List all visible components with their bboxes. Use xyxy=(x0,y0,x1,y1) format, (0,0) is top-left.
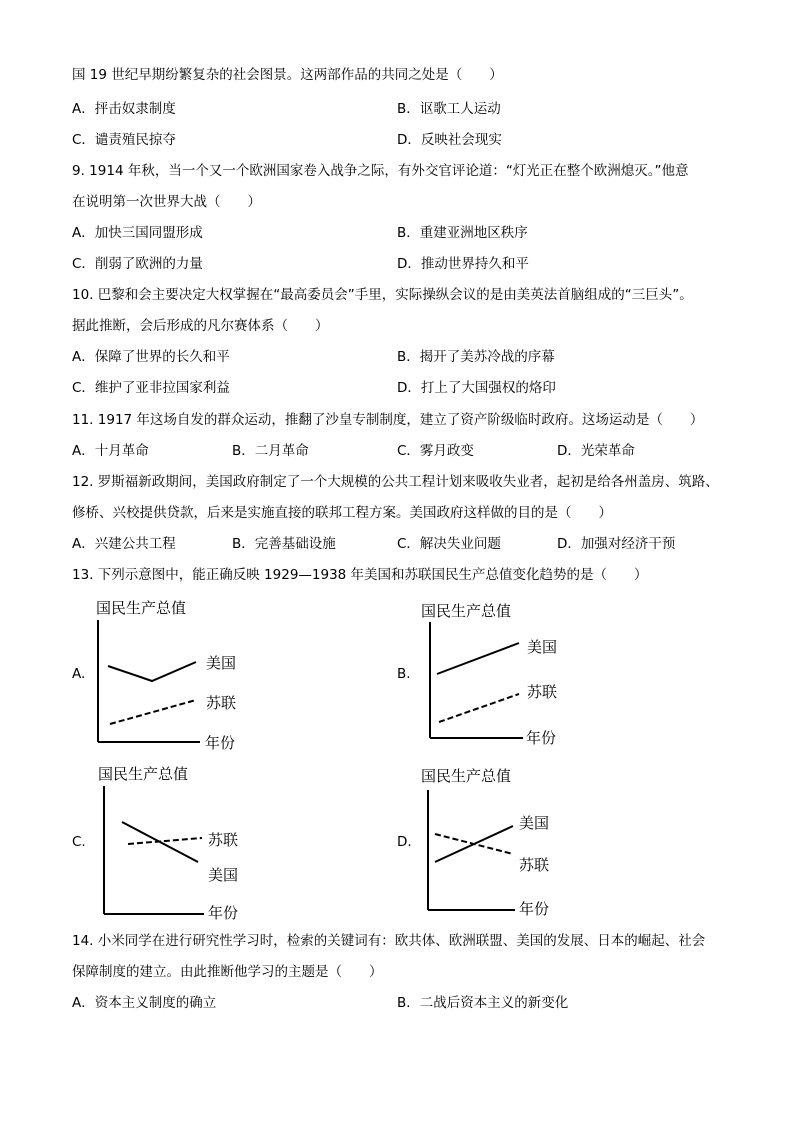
q12-option-a[interactable]: A．兴建公共工程 xyxy=(72,536,176,552)
chart-a-xlabel: 年份 xyxy=(205,734,236,752)
chart-b-xlabel: 年份 xyxy=(526,729,557,747)
q12-option-c[interactable]: C．解决失业问题 xyxy=(397,536,501,552)
chart-a-usa-line xyxy=(108,662,196,681)
q12-stem-line2: 修桥、兴校提供贷款，后来是实施直接的联邦工程方案。美国政府这样做的目的是（ ） xyxy=(72,505,612,521)
q9-option-c[interactable]: C．削弱了欧洲的力量 xyxy=(72,256,203,272)
q9-stem-line2: 在说明第一次世界大战（ ） xyxy=(72,194,261,210)
q8-option-c[interactable]: C．谴责殖民掠夺 xyxy=(72,132,176,148)
chart-a-ussr-label: 苏联 xyxy=(206,694,237,712)
chart-c-ussr-line xyxy=(128,838,202,844)
q12-option-d[interactable]: D．加强对经济干预 xyxy=(557,536,676,552)
q8-stem: 国 19 世纪早期纷繁复杂的社会图景。这两部作品的共同之处是（ ） xyxy=(72,67,503,83)
chart-option-c[interactable] xyxy=(60,758,360,928)
chart-b-option-label: B. xyxy=(397,666,411,682)
chart-option-a[interactable] xyxy=(60,592,360,757)
chart-a-svg xyxy=(60,592,360,757)
chart-b-svg xyxy=(385,592,685,757)
chart-a-ylabel: 国民生产总值 xyxy=(96,599,187,617)
q11-option-c[interactable]: C．雾月政变 xyxy=(397,443,474,459)
chart-option-b[interactable] xyxy=(385,592,685,757)
q9-option-d[interactable]: D．推动世界持久和平 xyxy=(397,256,529,272)
q8-option-d[interactable]: D．反映社会现实 xyxy=(397,132,502,148)
q11-option-a[interactable]: A．十月革命 xyxy=(72,443,149,459)
chart-c-option-label: C. xyxy=(72,834,86,850)
q11-option-d[interactable]: D．光荣革命 xyxy=(557,443,635,459)
chart-c-ussr-label: 苏联 xyxy=(208,831,239,849)
chart-c-ylabel: 国民生产总值 xyxy=(98,765,189,783)
chart-b-ussr-label: 苏联 xyxy=(527,683,558,701)
q11-stem: 11. 1917 年这场自发的群众运动，推翻了沙皇专制制度，建立了资产阶级临时政府。这场运动是（ ） xyxy=(72,412,704,428)
q10-option-a[interactable]: A．保障了世界的长久和平 xyxy=(72,349,230,365)
chart-d-ylabel: 国民生产总值 xyxy=(421,767,512,785)
q10-stem-line2: 据此推断，会后形成的凡尔赛体系（ ） xyxy=(72,318,329,334)
chart-b-usa-label: 美国 xyxy=(527,638,558,656)
q14-option-b[interactable]: B．二战后资本主义的新变化 xyxy=(397,995,569,1011)
q13-stem: 13. 下列示意图中，能正确反映 1929—1938 年美国和苏联国民生产总值变化趋势的是（ ） xyxy=(72,567,648,583)
chart-d-usa-label: 美国 xyxy=(519,814,550,832)
q9-stem-line1: 9. 1914 年秋，当一个又一个欧洲国家卷入战争之际，有外交官评论道：“灯光正在整个欧洲熄灭。”他意 xyxy=(72,163,689,179)
q10-option-d[interactable]: D．打上了大国强权的烙印 xyxy=(397,380,556,396)
chart-c-svg xyxy=(60,758,360,928)
chart-d-xlabel: 年份 xyxy=(519,900,550,918)
chart-d-option-label: D. xyxy=(397,834,412,850)
chart-c-xlabel: 年份 xyxy=(208,904,239,922)
chart-b-ussr-line xyxy=(439,694,519,722)
chart-d-ussr-label: 苏联 xyxy=(519,856,550,874)
chart-b-usa-line xyxy=(437,643,519,674)
chart-d-ussr-line xyxy=(435,834,513,854)
chart-b-ylabel: 国民生产总值 xyxy=(421,602,512,620)
q14-option-a[interactable]: A．资本主义制度的确立 xyxy=(72,995,217,1011)
chart-a-usa-label: 美国 xyxy=(206,654,237,672)
q9-option-b[interactable]: B．重建亚洲地区秩序 xyxy=(397,225,528,241)
chart-option-d[interactable] xyxy=(385,758,685,928)
chart-c-usa-label: 美国 xyxy=(208,866,239,884)
chart-a-ussr-line xyxy=(110,700,196,724)
q14-stem-line1: 14. 小米同学在进行研究性学习时，检索的关键词有：欧共体、欧洲联盟、美国的发展、日本的崛起、社会 xyxy=(72,933,706,949)
chart-a-option-label: A. xyxy=(72,666,86,682)
q9-option-a[interactable]: A．加快三国同盟形成 xyxy=(72,225,203,241)
q12-stem-line1: 12. 罗斯福新政期间，美国政府制定了一个大规模的公共工程计划来吸收失业者，起初是给各州盖房、筑路、 xyxy=(72,474,719,490)
q12-option-b[interactable]: B．完善基础设施 xyxy=(232,536,336,552)
chart-d-svg xyxy=(385,758,685,928)
q8-option-b[interactable]: B．讴歌工人运动 xyxy=(397,101,501,117)
q10-option-c[interactable]: C．维护了亚非拉国家利益 xyxy=(72,380,230,396)
q11-option-b[interactable]: B．二月革命 xyxy=(232,443,309,459)
q14-stem-line2: 保障制度的建立。由此推断他学习的主题是（ ） xyxy=(72,964,383,980)
q8-option-a[interactable]: A．抨击奴隶制度 xyxy=(72,101,176,117)
q10-stem-line1: 10. 巴黎和会主要决定大权掌握在“最高委员会”手里，实际操纵会议的是由美英法首脑组成的“三巨头”。 xyxy=(72,287,693,303)
q10-option-b[interactable]: B．揭开了美苏冷战的序幕 xyxy=(397,349,555,365)
